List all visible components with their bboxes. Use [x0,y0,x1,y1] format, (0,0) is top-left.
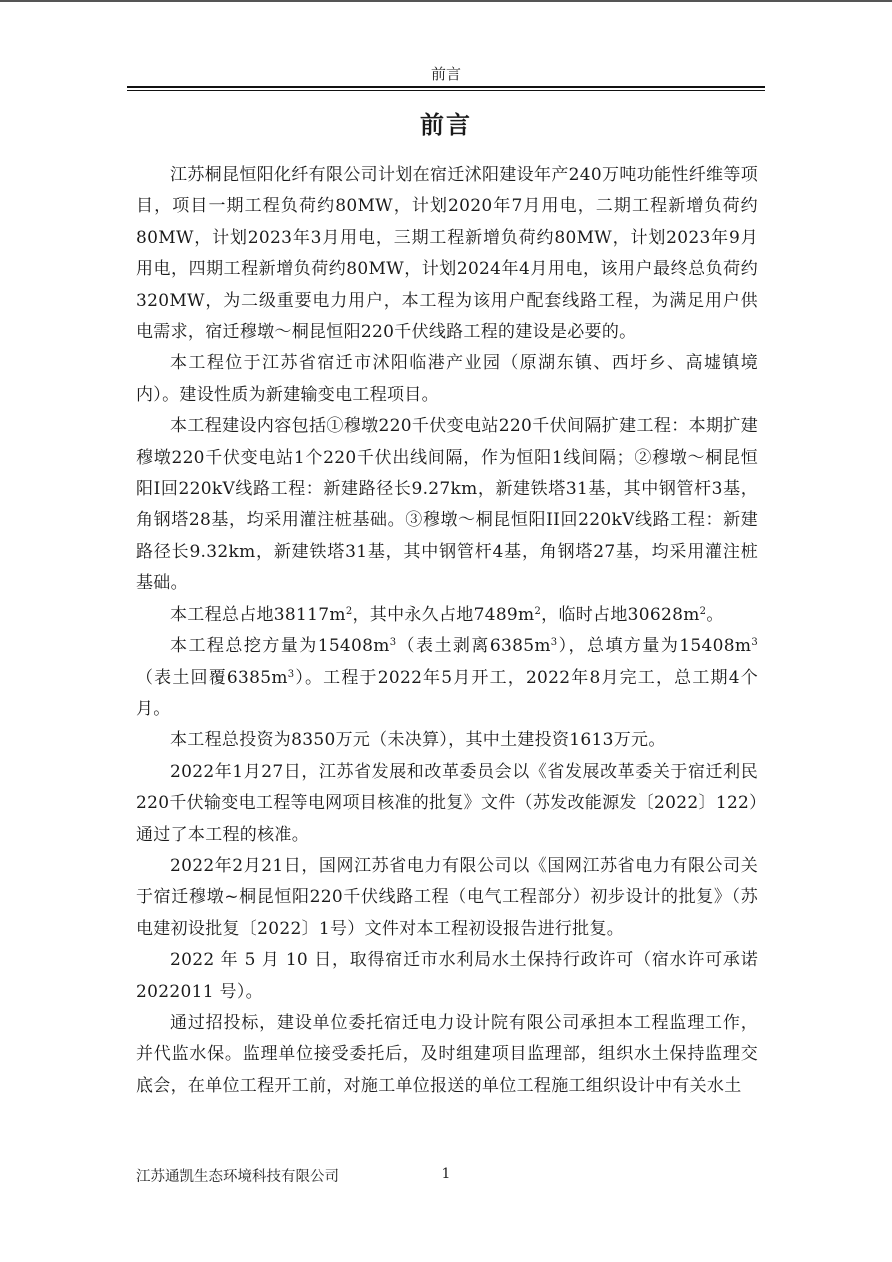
running-header: 前言 [430,65,461,83]
body-text [136,160,758,1102]
land-suffix-text: 。 [706,604,724,625]
document-title: 前言 [420,110,472,139]
paragraph-land-occupation [136,600,758,631]
land-temporary-text: ，临时占地30628m [541,604,700,625]
paragraph-water-permit: 2022 年 5 月 10 日，取得宿迁市水利局水土保持行政许可（宿水许可承诺2022011 号）。 [136,950,758,1002]
superscript-3: 3 [751,637,758,649]
paragraph-earthwork [136,631,758,725]
earthwork-schedule-text: ）。工程于2022年5月开工，2022年8月完工，总工期4个月。 [136,667,758,719]
superscript-2: 2 [345,605,353,617]
earthwork-cut-text: 本工程总挖方量为15408m [170,636,390,657]
superscript-2: 2 [534,605,542,617]
paragraph-project-background: 江苏桐昆恒阳化纤有限公司计划在宿迁沭阳建设年产240万吨功能性纤维等项目，项目一期工程负荷约80MW，计划2020年7月用电，二期工程新增负荷约80MW，计划2023年3月用电，三期工程新增负荷约80MW，计划2023年9月用电，四期工程新增负荷约80MW，计划2024年4月用电，该用户最终总负荷约320MW，为二级重要电力用户，本工程为该用户配套线路工程，为满足用户供电需求，宿迁穆墩～桐昆恒阳220千伏线路工程的建设是必要的。 [136,165,758,343]
superscript-3: 3 [287,668,295,680]
paragraph-location: 本工程位于江苏省宿迁市沭阳临港产业园（原湖东镇、西圩乡、高墟镇境内）。建设性质为新建输变电工程项目。 [136,353,758,405]
land-total-text: 本工程总占地38117m [170,604,346,625]
page-top-border [0,0,892,2]
earthwork-cover-text: （表土回覆6385m [136,667,288,688]
earthwork-strip-text: （表土剥离6385m [396,636,551,657]
header-rule-thin [127,90,765,91]
superscript-3: 3 [550,637,558,649]
header-rule-thick [127,86,765,88]
land-permanent-text: ，其中永久占地7489m [352,604,535,625]
paragraph-construction-content: 本工程建设内容包括①穆墩220千伏变电站220千伏间隔扩建工程：本期扩建穆墩220千伏变电站1个220千伏出线间隔，作为恒阳1线间隔；②穆墩～桐昆恒阳I回220kV线路工程：新建路径长9.27km，新建铁塔31基，其中钢管杆3基，角钢塔28基，均采用灌注桩基础。③穆墩～桐昆恒阳II回220kV线路工程：新建路径长9.32km，新建铁塔31基，其中钢管杆4基，角钢塔27基，均采用灌注桩基础。 [136,416,758,594]
superscript-3: 3 [389,637,397,649]
paragraph-approval: 2022年1月27日，江苏省发展和改革委员会以《省发展改革委关于宿迁利民220千伏输变电工程等电网项目核准的批复》文件（苏发改能源发〔2022〕122）通过了本工程的核准。 [136,761,758,845]
page-number: 1 [441,1166,451,1182]
earthwork-fill-text: ），总填方量为15408m [557,636,752,657]
superscript-2: 2 [699,605,707,617]
paragraph-investment: 本工程总投资为8350万元（未决算），其中土建投资1613万元。 [170,730,666,751]
paragraph-supervision: 通过招投标，建设单位委托宿迁电力设计院有限公司承担本工程监理工作，并代监水保。监理单位接受委托后，及时组建项目监理部，组织水土保持监理交底会，在单位工程开工前，对施工单位报送的单位工程施工组织设计中有关水土 [136,1012,758,1096]
paragraph-preliminary-design: 2022年2月21日，国网江苏省电力有限公司以《国网江苏省电力有限公司关于宿迁穆墩~桐昆恒阳220千伏线路工程（电气工程部分）初步设计的批复》（苏电建初设批复〔2022〕1号）文件对本工程初设报告进行批复。 [136,855,758,939]
footer-company: 江苏通凯生态环境科技有限公司 [136,1169,339,1185]
